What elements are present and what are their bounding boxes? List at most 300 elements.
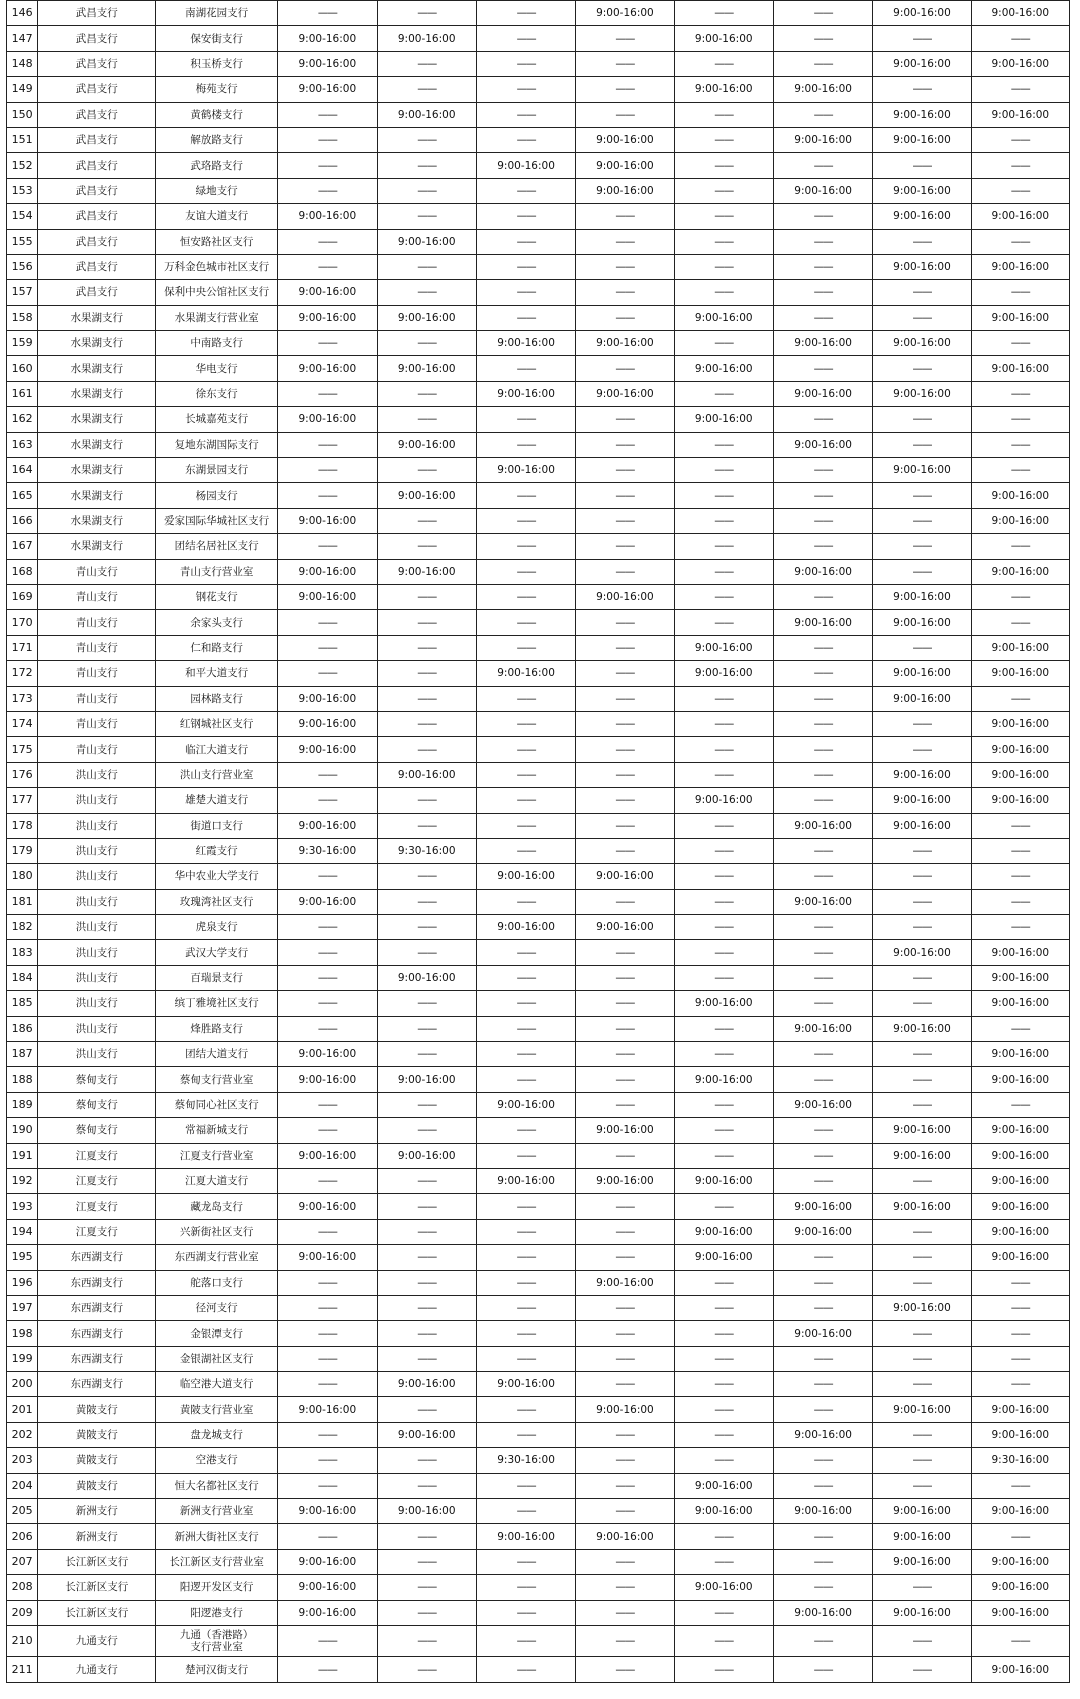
hours-col-7-cell: —— <box>873 1219 971 1244</box>
hours-col-5-cell: —— <box>674 584 773 609</box>
hours-col-2-cell: 9:00-16:00 <box>377 102 476 127</box>
hours-col-8-cell: 9:00-16:00 <box>971 1118 1069 1143</box>
hours-col-4-cell: —— <box>576 1092 674 1117</box>
table-row <box>7 229 1070 254</box>
hours-col-4-cell: —— <box>576 610 674 635</box>
hours-col-1-cell: —— <box>278 381 377 406</box>
hours-col-7-cell: 9:00-16:00 <box>873 1194 971 1219</box>
hours-col-4-cell: 9:00-16:00 <box>576 1270 674 1295</box>
hours-col-2-cell: —— <box>377 1 476 26</box>
hours-col-1-cell: 9:00-16:00 <box>278 711 377 736</box>
hours-col-5-cell: —— <box>674 864 773 889</box>
hours-col-1-cell: —— <box>278 458 377 483</box>
row-number-cell: 175 <box>7 737 38 762</box>
hours-col-1-cell: —— <box>278 1473 377 1498</box>
hours-col-6-cell: 9:00-16:00 <box>773 610 872 635</box>
hours-col-8-cell: —— <box>971 1321 1069 1346</box>
table-row <box>7 1118 1070 1143</box>
hours-col-4-cell: 9:00-16:00 <box>576 127 674 152</box>
hours-col-2-cell: —— <box>377 940 476 965</box>
hours-col-7-cell: —— <box>873 711 971 736</box>
hours-col-1-cell: —— <box>278 432 377 457</box>
hours-col-5-cell: —— <box>674 381 773 406</box>
hours-col-3-cell: —— <box>476 889 575 914</box>
hours-col-4-cell: —— <box>576 356 674 381</box>
hours-col-8-cell: —— <box>971 610 1069 635</box>
row-number-cell: 192 <box>7 1168 38 1193</box>
hours-col-6-cell: —— <box>773 635 872 660</box>
hours-col-3-cell: 9:00-16:00 <box>476 915 575 940</box>
outlet-name-cell: 舵落口支行 <box>156 1270 278 1295</box>
hours-col-6-cell: —— <box>773 762 872 787</box>
table-row <box>7 661 1070 686</box>
hours-col-5-cell: —— <box>674 559 773 584</box>
hours-col-1-cell: —— <box>278 762 377 787</box>
outlet-name-cell: 武珞路支行 <box>156 153 278 178</box>
hours-col-1-cell: 9:00-16:00 <box>278 1549 377 1574</box>
table-row <box>7 458 1070 483</box>
hours-col-2-cell: —— <box>377 1245 476 1270</box>
row-number-cell: 169 <box>7 584 38 609</box>
row-number-cell: 181 <box>7 889 38 914</box>
hours-col-1-cell: —— <box>278 635 377 660</box>
hours-col-5-cell: 9:00-16:00 <box>674 356 773 381</box>
hours-col-7-cell: —— <box>873 432 971 457</box>
row-number-cell: 194 <box>7 1219 38 1244</box>
table-row <box>7 26 1070 51</box>
row-number-cell: 208 <box>7 1575 38 1600</box>
hours-col-2-cell: —— <box>377 1626 476 1657</box>
table-row <box>7 584 1070 609</box>
row-number-cell: 153 <box>7 178 38 203</box>
hours-col-6-cell: —— <box>773 229 872 254</box>
hours-col-4-cell: —— <box>576 1143 674 1168</box>
outlet-name-cell: 九通（香港路） 支行营业室 <box>156 1626 278 1657</box>
hours-col-2-cell: —— <box>377 1321 476 1346</box>
branch-name-cell: 青山支行 <box>38 610 156 635</box>
hours-col-8-cell: —— <box>971 813 1069 838</box>
hours-col-4-cell: —— <box>576 77 674 102</box>
hours-col-6-cell: —— <box>773 1270 872 1295</box>
hours-col-4-cell: 9:00-16:00 <box>576 1397 674 1422</box>
hours-col-4-cell: —— <box>576 991 674 1016</box>
hours-col-5-cell: 9:00-16:00 <box>674 1575 773 1600</box>
hours-col-4-cell: —— <box>576 1042 674 1067</box>
hours-col-3-cell: —— <box>476 1473 575 1498</box>
hours-col-2-cell: —— <box>377 204 476 229</box>
outlet-name-cell: 金银潭支行 <box>156 1321 278 1346</box>
branch-name-cell: 洪山支行 <box>38 940 156 965</box>
hours-col-6-cell: —— <box>773 584 872 609</box>
hours-col-5-cell: —— <box>674 458 773 483</box>
hours-col-5-cell: —— <box>674 711 773 736</box>
table-row <box>7 1270 1070 1295</box>
hours-col-6-cell: 9:00-16:00 <box>773 1499 872 1524</box>
hours-col-6-cell: —— <box>773 1626 872 1657</box>
hours-col-3-cell: —— <box>476 1270 575 1295</box>
branch-name-cell: 洪山支行 <box>38 991 156 1016</box>
hours-col-3-cell: —— <box>476 1499 575 1524</box>
table-row <box>7 610 1070 635</box>
branch-name-cell: 洪山支行 <box>38 838 156 863</box>
table-row <box>7 1372 1070 1397</box>
hours-col-3-cell: 9:00-16:00 <box>476 1092 575 1117</box>
hours-col-8-cell: 9:00-16:00 <box>971 1219 1069 1244</box>
hours-col-6-cell: —— <box>773 788 872 813</box>
table-row <box>7 102 1070 127</box>
hours-col-2-cell: —— <box>377 381 476 406</box>
table-row <box>7 1321 1070 1346</box>
hours-col-2-cell: —— <box>377 1168 476 1193</box>
hours-col-4-cell: —— <box>576 965 674 990</box>
hours-col-1-cell: 9:00-16:00 <box>278 77 377 102</box>
branch-name-cell: 青山支行 <box>38 737 156 762</box>
hours-col-7-cell: —— <box>873 991 971 1016</box>
table-row <box>7 1143 1070 1168</box>
hours-col-1-cell: —— <box>278 1092 377 1117</box>
hours-col-8-cell: 9:00-16:00 <box>971 1245 1069 1270</box>
table-row <box>7 153 1070 178</box>
outlet-name-cell: 藏龙岛支行 <box>156 1194 278 1219</box>
hours-col-6-cell: 9:00-16:00 <box>773 1092 872 1117</box>
hours-col-8-cell: —— <box>971 458 1069 483</box>
outlet-name-cell: 梅苑支行 <box>156 77 278 102</box>
outlet-name-cell: 兴新街社区支行 <box>156 1219 278 1244</box>
hours-col-6-cell: 9:00-16:00 <box>773 1422 872 1447</box>
table-row <box>7 127 1070 152</box>
table-row <box>7 1346 1070 1371</box>
hours-col-2-cell: —— <box>377 584 476 609</box>
row-number-cell: 179 <box>7 838 38 863</box>
hours-col-6-cell: —— <box>773 1143 872 1168</box>
hours-col-4-cell: —— <box>576 1346 674 1371</box>
hours-col-2-cell: —— <box>377 178 476 203</box>
hours-col-6-cell: —— <box>773 483 872 508</box>
hours-col-1-cell: —— <box>278 661 377 686</box>
hours-col-8-cell: 9:00-16:00 <box>971 940 1069 965</box>
hours-col-2-cell: —— <box>377 711 476 736</box>
table-row <box>7 711 1070 736</box>
outlet-name-cell: 金银湖社区支行 <box>156 1346 278 1371</box>
hours-col-5-cell: 9:00-16:00 <box>674 407 773 432</box>
hours-col-2-cell: —— <box>377 737 476 762</box>
row-number-cell: 161 <box>7 381 38 406</box>
row-number-cell: 172 <box>7 661 38 686</box>
branch-name-cell: 新洲支行 <box>38 1499 156 1524</box>
hours-col-4-cell: —— <box>576 1657 674 1682</box>
row-number-cell: 185 <box>7 991 38 1016</box>
branch-name-cell: 青山支行 <box>38 661 156 686</box>
hours-col-6-cell: —— <box>773 1575 872 1600</box>
hours-col-7-cell: 9:00-16:00 <box>873 788 971 813</box>
hours-col-1-cell: 9:00-16:00 <box>278 1397 377 1422</box>
outlet-name-cell: 常福新城支行 <box>156 1118 278 1143</box>
hours-col-4-cell: 9:00-16:00 <box>576 584 674 609</box>
hours-col-3-cell: 9:00-16:00 <box>476 331 575 356</box>
hours-col-4-cell: 9:00-16:00 <box>576 1 674 26</box>
hours-col-5-cell: —— <box>674 508 773 533</box>
hours-col-8-cell: —— <box>971 1016 1069 1041</box>
hours-col-7-cell: —— <box>873 1270 971 1295</box>
hours-col-3-cell: —— <box>476 1 575 26</box>
hours-col-1-cell: —— <box>278 1270 377 1295</box>
hours-col-6-cell: 9:00-16:00 <box>773 77 872 102</box>
hours-col-5-cell: —— <box>674 51 773 76</box>
hours-col-8-cell: —— <box>971 686 1069 711</box>
hours-col-5-cell: —— <box>674 1600 773 1625</box>
hours-col-1-cell: 9:00-16:00 <box>278 889 377 914</box>
hours-col-6-cell: —— <box>773 407 872 432</box>
row-number-cell: 197 <box>7 1295 38 1320</box>
hours-col-8-cell: 9:00-16:00 <box>971 762 1069 787</box>
hours-col-5-cell: 9:00-16:00 <box>674 1168 773 1193</box>
hours-col-1-cell: —— <box>278 1626 377 1657</box>
hours-col-3-cell: —— <box>476 635 575 660</box>
outlet-name-cell: 徐东支行 <box>156 381 278 406</box>
row-number-cell: 195 <box>7 1245 38 1270</box>
hours-col-8-cell: —— <box>971 1473 1069 1498</box>
hours-col-2-cell: —— <box>377 1600 476 1625</box>
hours-col-4-cell: —— <box>576 432 674 457</box>
hours-col-7-cell: 9:00-16:00 <box>873 127 971 152</box>
hours-col-2-cell: 9:00-16:00 <box>377 26 476 51</box>
hours-col-2-cell: 9:00-16:00 <box>377 432 476 457</box>
outlet-name-cell: 空港支行 <box>156 1448 278 1473</box>
hours-col-8-cell: —— <box>971 178 1069 203</box>
outlet-name-cell: 新洲大街社区支行 <box>156 1524 278 1549</box>
hours-col-8-cell: 9:00-16:00 <box>971 508 1069 533</box>
hours-col-8-cell: —— <box>971 534 1069 559</box>
branch-name-cell: 洪山支行 <box>38 915 156 940</box>
branch-name-cell: 武昌支行 <box>38 153 156 178</box>
outlet-name-cell: 百瑞景支行 <box>156 965 278 990</box>
hours-col-7-cell: —— <box>873 1626 971 1657</box>
hours-col-8-cell: —— <box>971 864 1069 889</box>
table-row <box>7 686 1070 711</box>
hours-col-7-cell: —— <box>873 77 971 102</box>
hours-col-1-cell: —— <box>278 483 377 508</box>
hours-col-4-cell: —— <box>576 254 674 279</box>
hours-col-4-cell: —— <box>576 407 674 432</box>
hours-col-3-cell: —— <box>476 686 575 711</box>
outlet-name-cell: 缤丁雅境社区支行 <box>156 991 278 1016</box>
hours-col-2-cell: —— <box>377 1397 476 1422</box>
hours-col-2-cell: —— <box>377 991 476 1016</box>
row-number-cell: 200 <box>7 1372 38 1397</box>
hours-col-7-cell: 9:00-16:00 <box>873 1 971 26</box>
table-row <box>7 915 1070 940</box>
hours-col-2-cell: —— <box>377 1042 476 1067</box>
branch-name-cell: 青山支行 <box>38 711 156 736</box>
row-number-cell: 191 <box>7 1143 38 1168</box>
hours-col-7-cell: —— <box>873 508 971 533</box>
hours-col-8-cell: —— <box>971 1346 1069 1371</box>
hours-col-5-cell: —— <box>674 1295 773 1320</box>
hours-col-3-cell: —— <box>476 305 575 330</box>
outlet-name-cell: 仁和路支行 <box>156 635 278 660</box>
hours-col-6-cell: —— <box>773 838 872 863</box>
hours-col-3-cell: 9:00-16:00 <box>476 661 575 686</box>
table-row <box>7 432 1070 457</box>
hours-col-6-cell: —— <box>773 1657 872 1682</box>
hours-col-2-cell: —— <box>377 407 476 432</box>
hours-col-4-cell: —— <box>576 1321 674 1346</box>
hours-col-7-cell: 9:00-16:00 <box>873 102 971 127</box>
hours-col-8-cell: —— <box>971 331 1069 356</box>
hours-col-7-cell: —— <box>873 534 971 559</box>
hours-col-5-cell: —— <box>674 1194 773 1219</box>
hours-col-8-cell: 9:00-16:00 <box>971 1 1069 26</box>
hours-col-1-cell: —— <box>278 534 377 559</box>
table-row <box>7 280 1070 305</box>
hours-col-3-cell: —— <box>476 1143 575 1168</box>
hours-col-7-cell: 9:00-16:00 <box>873 178 971 203</box>
hours-col-6-cell: —— <box>773 153 872 178</box>
hours-col-6-cell: 9:00-16:00 <box>773 889 872 914</box>
hours-col-6-cell: 9:00-16:00 <box>773 813 872 838</box>
hours-col-3-cell: —— <box>476 711 575 736</box>
table-row <box>7 1549 1070 1574</box>
hours-col-1-cell: —— <box>278 965 377 990</box>
outlet-name-cell: 南湖花园支行 <box>156 1 278 26</box>
outlet-name-cell: 保利中央公馆社区支行 <box>156 280 278 305</box>
hours-col-8-cell: 9:00-16:00 <box>971 635 1069 660</box>
table-row <box>7 1473 1070 1498</box>
hours-col-3-cell: —— <box>476 965 575 990</box>
hours-col-7-cell: 9:00-16:00 <box>873 762 971 787</box>
hours-col-1-cell: —— <box>278 1219 377 1244</box>
hours-col-6-cell: —— <box>773 711 872 736</box>
hours-col-4-cell: —— <box>576 737 674 762</box>
hours-col-2-cell: 9:00-16:00 <box>377 762 476 787</box>
hours-col-5-cell: —— <box>674 737 773 762</box>
branch-hours-table-container <box>6 0 1070 1683</box>
hours-col-4-cell: —— <box>576 1194 674 1219</box>
branch-name-cell: 东西湖支行 <box>38 1270 156 1295</box>
hours-col-7-cell: 9:00-16:00 <box>873 204 971 229</box>
hours-col-6-cell: —— <box>773 940 872 965</box>
table-row <box>7 1194 1070 1219</box>
hours-col-1-cell: —— <box>278 864 377 889</box>
hours-col-7-cell: 9:00-16:00 <box>873 1600 971 1625</box>
hours-col-1-cell: —— <box>278 1321 377 1346</box>
hours-col-6-cell: 9:00-16:00 <box>773 1321 872 1346</box>
hours-col-2-cell: —— <box>377 915 476 940</box>
outlet-name-cell: 虎泉支行 <box>156 915 278 940</box>
hours-col-7-cell: 9:00-16:00 <box>873 1549 971 1574</box>
hours-col-6-cell: —— <box>773 534 872 559</box>
row-number-cell: 156 <box>7 254 38 279</box>
hours-col-8-cell: —— <box>971 153 1069 178</box>
hours-col-5-cell: —— <box>674 280 773 305</box>
hours-col-3-cell: —— <box>476 610 575 635</box>
hours-col-7-cell: —— <box>873 26 971 51</box>
branch-name-cell: 水果湖支行 <box>38 534 156 559</box>
hours-col-3-cell: —— <box>476 483 575 508</box>
hours-col-4-cell: —— <box>576 813 674 838</box>
hours-col-7-cell: —— <box>873 356 971 381</box>
branch-name-cell: 青山支行 <box>38 686 156 711</box>
hours-col-3-cell: —— <box>476 407 575 432</box>
table-row <box>7 965 1070 990</box>
hours-col-6-cell: —— <box>773 1473 872 1498</box>
table-row <box>7 483 1070 508</box>
hours-col-1-cell: 9:00-16:00 <box>278 356 377 381</box>
row-number-cell: 147 <box>7 26 38 51</box>
hours-col-7-cell: 9:00-16:00 <box>873 1524 971 1549</box>
hours-col-5-cell: 9:00-16:00 <box>674 1245 773 1270</box>
hours-col-1-cell: —— <box>278 788 377 813</box>
table-row <box>7 1422 1070 1447</box>
hours-col-5-cell: —— <box>674 127 773 152</box>
hours-col-2-cell: —— <box>377 889 476 914</box>
table-body <box>7 1 1070 1683</box>
hours-col-2-cell: —— <box>377 1575 476 1600</box>
outlet-name-cell: 解放路支行 <box>156 127 278 152</box>
outlet-name-cell: 青山支行营业室 <box>156 559 278 584</box>
hours-col-4-cell: 9:00-16:00 <box>576 381 674 406</box>
hours-col-6-cell: 9:00-16:00 <box>773 381 872 406</box>
outlet-name-cell: 红霞支行 <box>156 838 278 863</box>
hours-col-8-cell: —— <box>971 1295 1069 1320</box>
hours-col-7-cell: —— <box>873 1448 971 1473</box>
hours-col-7-cell: 9:00-16:00 <box>873 584 971 609</box>
hours-col-5-cell: —— <box>674 331 773 356</box>
hours-col-3-cell: 9:00-16:00 <box>476 153 575 178</box>
hours-col-6-cell: —— <box>773 1042 872 1067</box>
outlet-name-cell: 积玉桥支行 <box>156 51 278 76</box>
row-number-cell: 163 <box>7 432 38 457</box>
outlet-name-cell: 恒大名都社区支行 <box>156 1473 278 1498</box>
hours-col-7-cell: 9:00-16:00 <box>873 610 971 635</box>
hours-col-5-cell: —— <box>674 102 773 127</box>
hours-col-6-cell: —— <box>773 1448 872 1473</box>
hours-col-2-cell: —— <box>377 77 476 102</box>
outlet-name-cell: 长江新区支行营业室 <box>156 1549 278 1574</box>
row-number-cell: 151 <box>7 127 38 152</box>
row-number-cell: 165 <box>7 483 38 508</box>
hours-col-7-cell: 9:00-16:00 <box>873 686 971 711</box>
hours-col-8-cell: —— <box>971 584 1069 609</box>
hours-col-2-cell: —— <box>377 1270 476 1295</box>
hours-col-5-cell: —— <box>674 1092 773 1117</box>
hours-col-3-cell: —— <box>476 1245 575 1270</box>
hours-col-8-cell: 9:00-16:00 <box>971 204 1069 229</box>
branch-name-cell: 洪山支行 <box>38 788 156 813</box>
hours-col-4-cell: —— <box>576 1295 674 1320</box>
hours-col-4-cell: 9:00-16:00 <box>576 864 674 889</box>
table-row <box>7 178 1070 203</box>
branch-name-cell: 黄陂支行 <box>38 1448 156 1473</box>
hours-col-5-cell: —— <box>674 1626 773 1657</box>
hours-col-1-cell: —— <box>278 1524 377 1549</box>
row-number-cell: 149 <box>7 77 38 102</box>
outlet-name-cell: 水果湖支行营业室 <box>156 305 278 330</box>
hours-col-2-cell: —— <box>377 280 476 305</box>
hours-col-6-cell: —— <box>773 1 872 26</box>
outlet-name-cell: 红钢城社区支行 <box>156 711 278 736</box>
branch-name-cell: 洪山支行 <box>38 762 156 787</box>
hours-col-2-cell: —— <box>377 458 476 483</box>
hours-col-2-cell: —— <box>377 1194 476 1219</box>
hours-col-5-cell: —— <box>674 965 773 990</box>
hours-col-7-cell: 9:00-16:00 <box>873 51 971 76</box>
hours-col-6-cell: —— <box>773 1067 872 1092</box>
hours-col-3-cell: —— <box>476 813 575 838</box>
hours-col-6-cell: —— <box>773 102 872 127</box>
hours-col-8-cell: —— <box>971 1372 1069 1397</box>
hours-col-7-cell: —— <box>873 737 971 762</box>
